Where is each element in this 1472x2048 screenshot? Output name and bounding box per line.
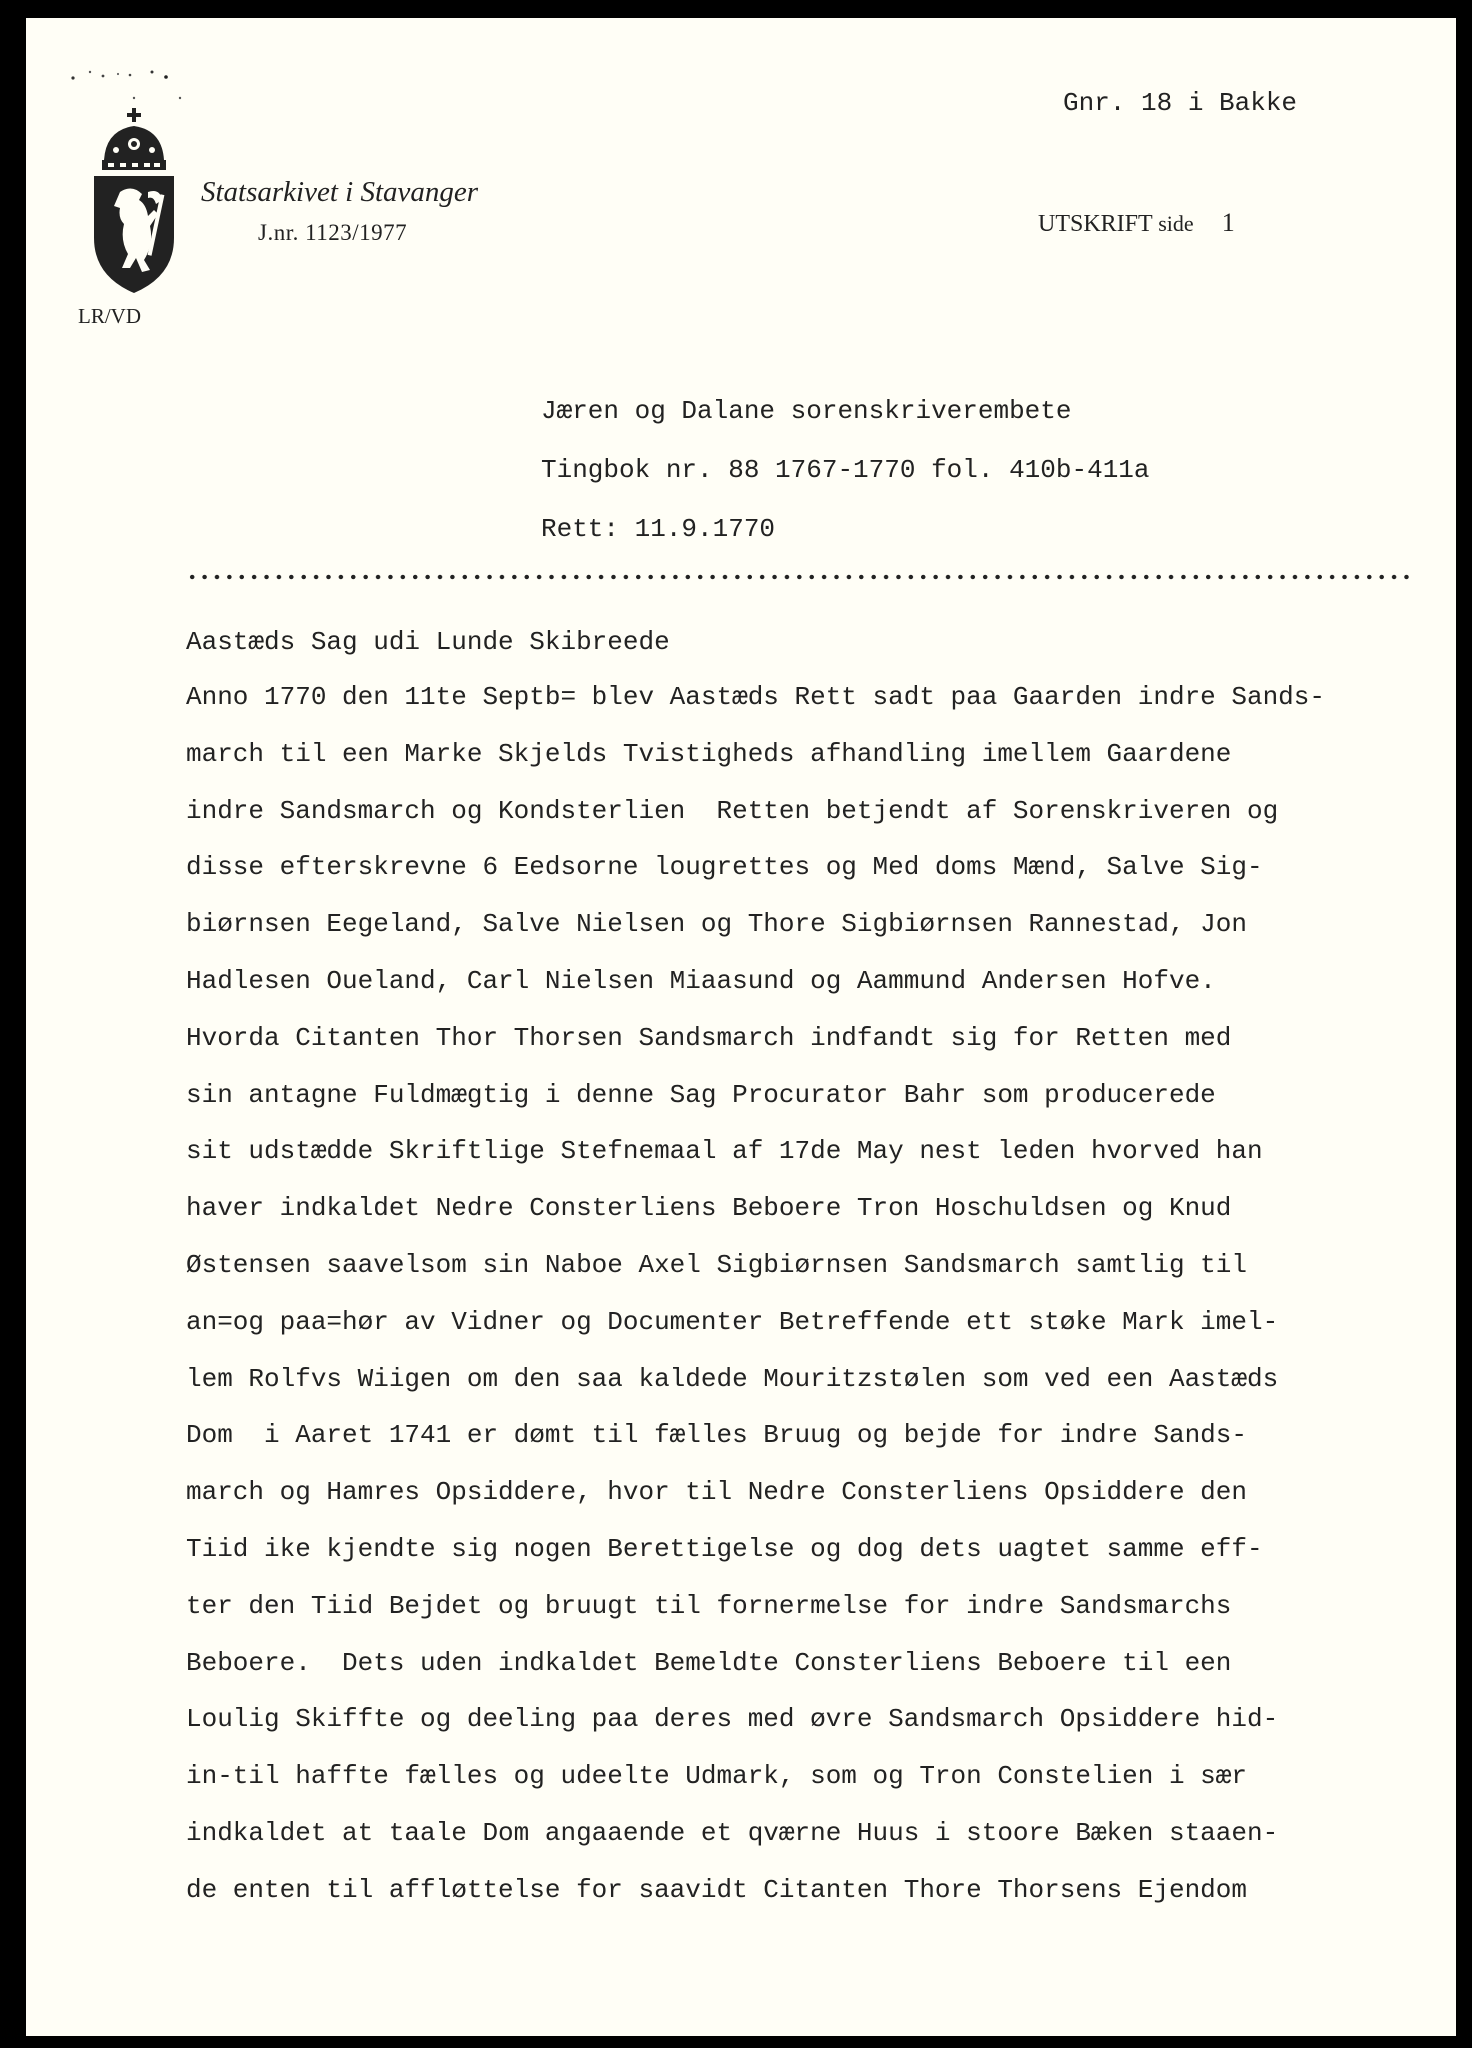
- dotted-separator: [186, 574, 1411, 580]
- body-line: biørnsen Eegeland, Salve Nielsen og Thore Sigbiørnsen Rannestad, Jon: [186, 909, 1247, 940]
- body-line: lem Rolfvs Wiigen om den saa kaldede Mouritzstølen som ved een Aastæds: [186, 1363, 1279, 1394]
- body-line: Loulig Skiffte og deeling paa deres med øvre Sandsmarch Opsiddere hid-: [186, 1704, 1279, 1735]
- body-line: Hvorda Citanten Thor Thorsen Sandsmarch indfandt sig for Retten med: [186, 1022, 1232, 1053]
- utskrift-label: UTSKRIFT: [1038, 211, 1153, 237]
- body-line: disse efterskrevne 6 Eedsorne lougrettes og Med doms Mænd, Salve Sig-: [186, 852, 1263, 883]
- body-line: Beboere. Dets uden indkaldet Bemeldte Consterliens Beboere til een: [186, 1647, 1232, 1678]
- body-line: march og Hamres Opsiddere, hvor til Nedre Consterliens Opsiddere den: [186, 1477, 1247, 1508]
- body-line: Hadlesen Oueland, Carl Nielsen Miaasund og Aammund Andersen Hofve.: [186, 965, 1216, 996]
- body-line: sin antagne Fuldmægtig i denne Sag Procurator Bahr som producerede: [186, 1079, 1216, 1110]
- body-line: an=og paa=hør av Vidner og Documenter Betreffende ett støke Mark imel-: [186, 1306, 1279, 1337]
- body-line: Dom i Aaret 1741 er dømt til fælles Bruug og bejde for indre Sands-: [186, 1420, 1247, 1451]
- body-line: de enten til affløttelse for saavidt Citanten Thore Thorsens Ejendom: [186, 1874, 1247, 1905]
- journal-number: J.nr. 1123/1977: [258, 220, 408, 245]
- body-line: indre Sandsmarch og Kondsterlien Retten betjendt af Sorenskriveren og: [186, 795, 1279, 826]
- body-line: haver indkaldet Nedre Consterliens Beboere Tron Hoschuldsen og Knud: [186, 1193, 1232, 1224]
- scan-specks: [68, 60, 188, 108]
- transcription-body: [186, 616, 1446, 1919]
- body-line: Anno 1770 den 11te Septb= blev Aastæds Rett sadt paa Gaarden indre Sands-: [186, 682, 1325, 712]
- side-label: side: [1158, 211, 1194, 236]
- source-office: Jæren og Dalane sorenskriverembete: [541, 396, 1072, 426]
- body-line: Østensen saavelsom sin Naboe Axel Sigbiørnsen Sandsmarch samtlig til: [186, 1249, 1247, 1280]
- body-line: march til een Marke Skjelds Tvistigheds afhandling imellem Gaardene: [186, 738, 1232, 769]
- clerk-initials: LR/VD: [78, 304, 141, 328]
- body-line: ter den Tiid Bejdet og bruugt til fornermelse for indre Sandsmarchs: [186, 1590, 1232, 1621]
- page-number: 1: [1221, 208, 1235, 237]
- source-tingbok: Tingbok nr. 88 1767-1770 fol. 410b-411a: [541, 455, 1150, 485]
- property-reference: Gnr. 18 i Bakke: [1063, 88, 1298, 118]
- norwegian-coat-of-arms-icon: [84, 108, 184, 308]
- transcript-page-label: [1038, 208, 1235, 238]
- body-line: Tiid ike kjendte sig nogen Berettigelse og dog dets uagtet samme eff-: [186, 1533, 1263, 1564]
- body-line: indkaldet at taale Dom angaaende et qværne Huus i stoore Bæken staaen-: [186, 1817, 1279, 1848]
- body-line: Aastæds Sag udi Lunde Skibreede: [186, 627, 670, 657]
- source-court-date: Rett: 11.9.1770: [541, 514, 776, 544]
- body-line: in-til haffte fælles og udeelte Udmark, som og Tron Constelien i sær: [186, 1761, 1247, 1792]
- archive-institution-name: Statsarkivet i Stavanger: [201, 176, 479, 208]
- body-line: sit udstædde Skriftlige Stefnemaal af 17de May nest leden hvorved han: [186, 1136, 1263, 1167]
- document-page: [26, 18, 1456, 2036]
